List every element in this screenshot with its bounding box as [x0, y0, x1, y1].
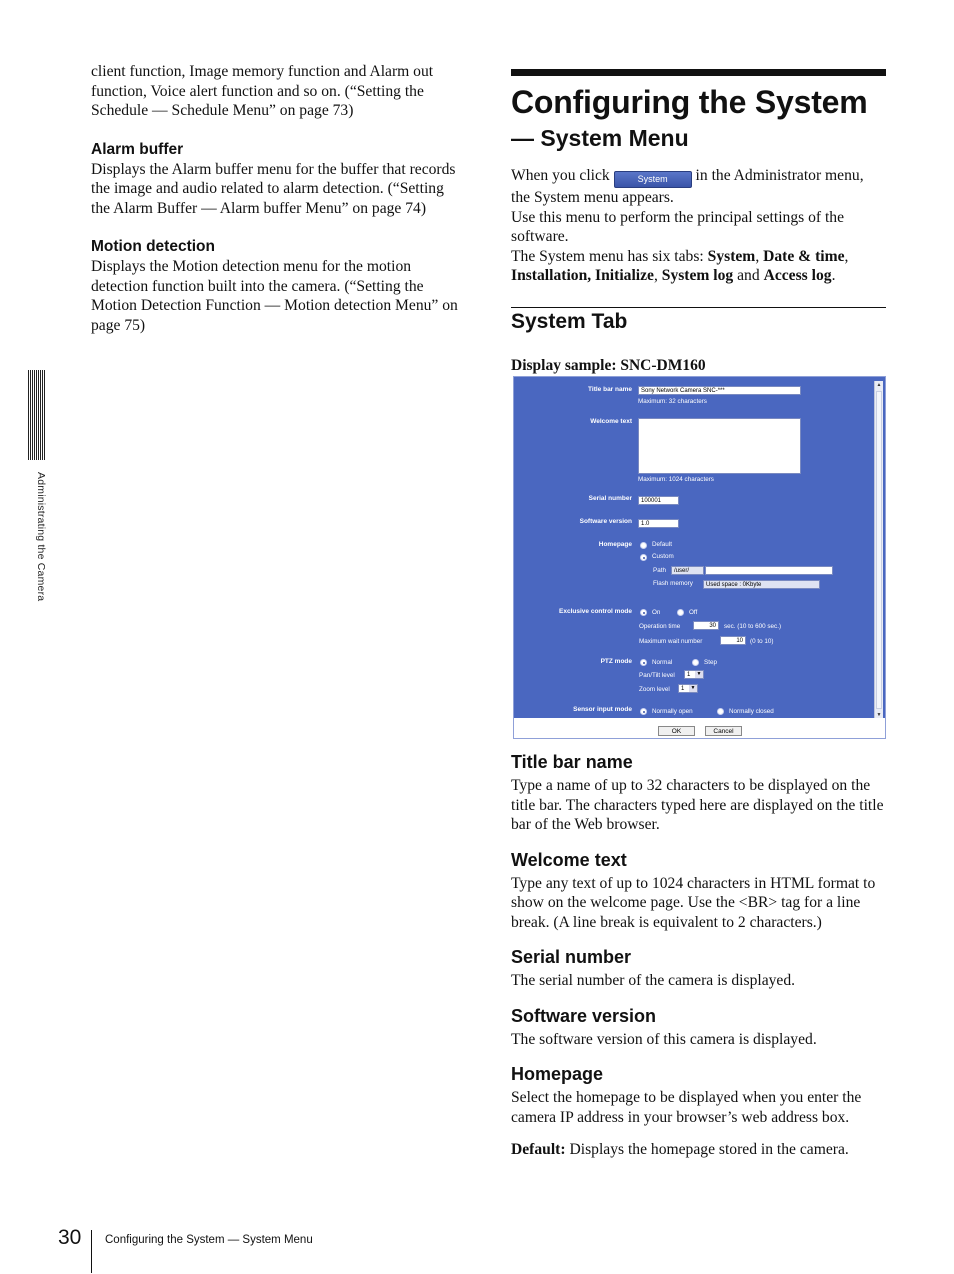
item-text-title-bar-name: Type a name of up to 32 characters to be displayed on the title bar. The characters typed here are displayed on the title bar of the Web browser.	[511, 777, 884, 833]
homepage-custom-radio[interactable]	[640, 554, 647, 561]
section-title: System Tab	[511, 309, 628, 333]
tab-name-access-log: Access log	[763, 267, 832, 284]
ok-button[interactable]: OK	[658, 726, 695, 736]
page-title: Configuring the System	[511, 84, 868, 120]
chevron-down-icon: ▼	[690, 685, 696, 691]
exclusive-on-label: On	[652, 609, 661, 616]
chevron-down-icon: ▼	[696, 671, 702, 677]
scrollbar[interactable]	[874, 381, 883, 719]
system-button-image: System	[614, 171, 692, 188]
path-input[interactable]	[705, 566, 833, 575]
alarm-buffer-text: Displays the Alarm buffer menu for the buffer that records the image and audio related to alarm detection. (“Setting the Alarm Buffer — Alarm buffer Menu” on page 74)	[91, 160, 456, 217]
default-description: Displays the homepage stored in the camera.	[569, 1141, 849, 1158]
page-number: 30	[58, 1226, 82, 1249]
path-prefix-field: /user/	[671, 566, 704, 575]
system-tab-screenshot	[513, 376, 886, 739]
zoom-level-label: Zoom level	[639, 686, 670, 693]
pan-tilt-value: 1	[687, 672, 691, 678]
sensor-closed-label: Normally closed	[729, 708, 774, 715]
pan-tilt-label: Pan/Tilt level	[639, 672, 675, 679]
item-heading-software-version: Software version	[511, 1005, 657, 1026]
max-wait-label: Maximum wait number	[639, 638, 703, 645]
scrollbar-thumb[interactable]	[876, 391, 882, 709]
max-wait-input[interactable]: 10	[720, 636, 746, 645]
tab-name-date-time: Date & time	[763, 247, 845, 265]
zoom-level-value: 1	[681, 686, 685, 692]
item-text-homepage: Select the homepage to be displayed when you enter the camera IP address in your browser’s web address box.	[511, 1089, 862, 1126]
sensor-input-label: Sensor input mode	[573, 706, 632, 713]
item-text-welcome-text: Type any text of up to 1024 characters in HTML format to show on the welcome page. Use the <BR> tag for a line break. (A line break is equivalent to 2 characters.)	[511, 874, 876, 931]
homepage-label: Homepage	[598, 541, 632, 548]
left-column	[91, 62, 466, 335]
homepage-custom-label: Custom	[652, 553, 674, 560]
welcome-text-label: Welcome text	[590, 418, 632, 425]
tabs-and: and	[737, 267, 760, 284]
software-version-field: 1.0	[638, 519, 679, 528]
sensor-open-label: Normally open	[652, 708, 693, 715]
scroll-up-icon[interactable]: ▲	[876, 382, 882, 388]
flash-memory-label: Flash memory	[653, 580, 693, 587]
welcome-max-note: Maximum: 1024 characters	[638, 476, 714, 483]
pan-tilt-select[interactable]	[684, 670, 704, 679]
ptz-normal-label: Normal	[652, 659, 673, 666]
item-descriptions	[511, 752, 886, 1160]
ptz-normal-radio[interactable]	[640, 659, 647, 666]
exclusive-control-label: Exclusive control mode	[559, 608, 632, 615]
left-intro-text: client function, Image memory function and Alarm out function, Voice alert function and so on. (“Setting the Schedule — Schedule Menu” on page 73)	[91, 63, 434, 119]
side-tab-label: Administrating the Camera	[35, 472, 47, 602]
software-version-label: Software version	[579, 518, 632, 525]
default-term: Default:	[511, 1141, 566, 1158]
operation-time-input[interactable]: 30	[693, 621, 719, 630]
title-max-note: Maximum: 32 characters	[638, 398, 707, 405]
title-bar-name-input[interactable]: Sony Network Camera SNC-***	[638, 386, 801, 395]
operation-time-label: Operation time	[639, 623, 681, 630]
exclusive-off-label: Off	[689, 609, 698, 616]
operation-time-unit: sec. (10 to 600 sec.)	[724, 623, 782, 630]
max-wait-unit: (0 to 10)	[750, 638, 774, 645]
page-subtitle: — System Menu	[511, 125, 689, 151]
path-label: Path	[653, 567, 666, 574]
intro-paragraph: When you click System in the Administrator menu, the System menu appears. Use this menu to perform the principal settings of the software. The System menu has six tabs: System, Date & time, Installation, Initialize, System log and Access log.	[511, 167, 864, 284]
item-heading-serial-number: Serial number	[511, 947, 632, 967]
zoom-level-select[interactable]	[678, 684, 698, 693]
ptz-step-label: Step	[704, 659, 717, 666]
intro-text-b: in the Administrator menu, the System menu appears.	[511, 167, 864, 206]
motion-detection-heading: Motion detection	[91, 238, 215, 255]
button-strip	[514, 718, 885, 738]
intro-text-c: Use this menu to perform the principal settings of the software.	[511, 208, 845, 245]
cancel-button[interactable]: Cancel	[705, 726, 742, 736]
tabs-intro: The System menu has six tabs:	[511, 247, 704, 265]
display-sample-label: Display sample: SNC-DM160	[511, 356, 706, 374]
exclusive-on-radio[interactable]	[640, 609, 647, 616]
tab-name-system-log: System log	[661, 267, 734, 284]
scroll-down-icon[interactable]: ▼	[876, 712, 882, 718]
serial-number-field: 100001	[638, 496, 679, 505]
exclusive-off-radio[interactable]	[677, 609, 684, 616]
item-heading-homepage: Homepage	[511, 1064, 604, 1084]
sensor-open-radio[interactable]	[640, 708, 647, 715]
item-heading-welcome-text: Welcome text	[511, 849, 627, 870]
side-tab-marker	[28, 370, 46, 460]
homepage-default-radio[interactable]	[640, 542, 647, 549]
homepage-default-note	[511, 1140, 886, 1160]
item-text-software-version: The software version of this camera is displayed.	[511, 1030, 817, 1048]
item-heading-title-bar-name: Title bar name	[511, 752, 633, 772]
homepage-default-label: Default	[652, 541, 672, 548]
alarm-buffer-heading: Alarm buffer	[91, 140, 184, 158]
ptz-step-radio[interactable]	[692, 659, 699, 666]
motion-detection-text: Displays the Motion detection menu for the motion detection function built into the camera. (“Setting the Motion Detection Function — Motion detection Menu” on page 75)	[91, 258, 458, 334]
title-rule	[511, 69, 886, 76]
running-footer: Configuring the System — System Menu	[105, 1234, 313, 1246]
tab-name-installation: Installation, Initialize	[511, 267, 654, 284]
tab-name-system: System	[707, 247, 756, 265]
right-column	[511, 69, 886, 375]
intro-text-a: When you click	[511, 167, 610, 184]
section-rule	[511, 307, 886, 308]
footer-divider	[91, 1230, 92, 1273]
ptz-mode-label: PTZ mode	[600, 658, 632, 665]
item-text-serial-number: The serial number of the camera is displayed.	[511, 972, 796, 989]
serial-number-label: Serial number	[588, 495, 632, 502]
flash-memory-field: Used space : 0Kbyte	[703, 580, 820, 589]
welcome-text-area[interactable]	[638, 418, 801, 474]
title-bar-name-label: Title bar name	[588, 386, 632, 393]
sensor-closed-radio[interactable]	[717, 708, 724, 715]
